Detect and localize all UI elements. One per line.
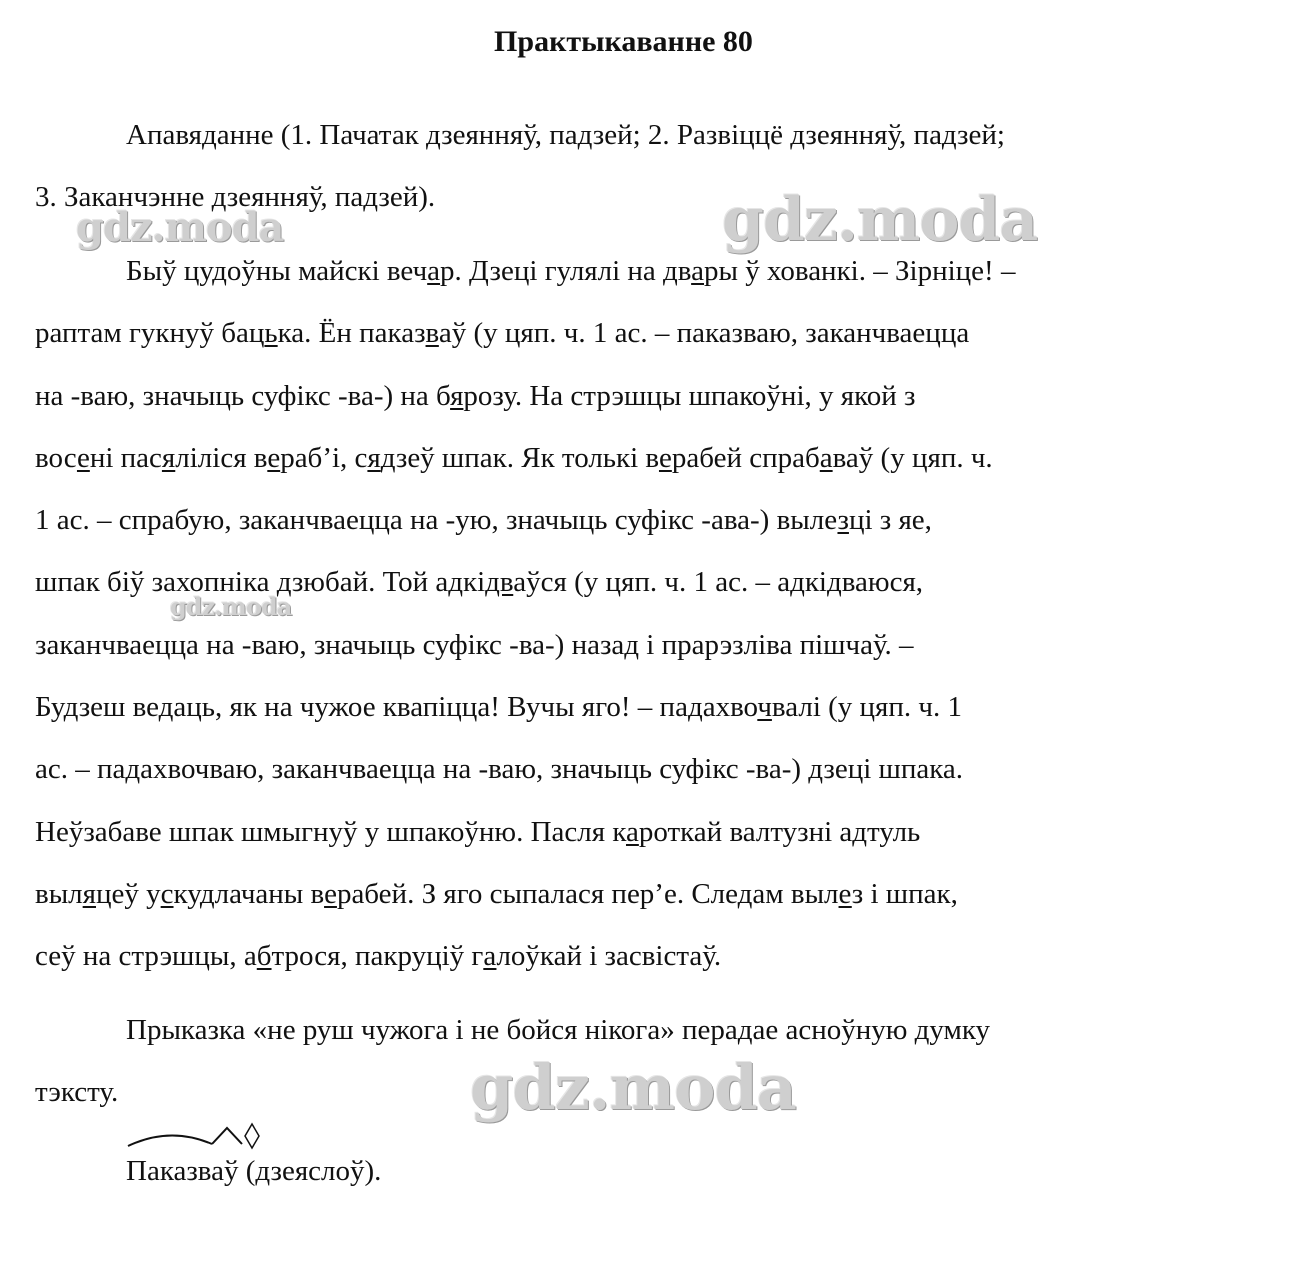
morpheme-marks-icon <box>126 1124 271 1150</box>
story-text <box>35 240 1215 988</box>
text-line: на -ваю, значыць суфікс -ва-) на бярозу. На стрэшцы шпакоўні, у якой з <box>35 379 916 412</box>
underlined-letter: а <box>819 441 833 474</box>
underlined-letter: ь <box>264 317 278 350</box>
underlined-letter: б <box>256 940 272 973</box>
underlined-letter: я <box>367 441 381 474</box>
parsed-word: Паказваў <box>126 1140 238 1202</box>
underlined-letter: я <box>161 441 176 474</box>
underlined-letter: е <box>324 877 337 910</box>
text-line: Паказваў (дзеяслоў). <box>126 1140 1297 1202</box>
underlined-letter: а <box>427 255 441 287</box>
underlined-letter: я <box>450 379 464 412</box>
underlined-letter: а <box>691 255 704 287</box>
text-line: раптам гукнуў бацька. Ён паказваў (у цяп. ч. 1 ас. – паказваю, заканчваецца <box>35 317 970 350</box>
text-line: тэксту. <box>35 1076 119 1109</box>
underlined-letter: с <box>160 877 174 910</box>
underlined-letter: дв <box>485 566 514 599</box>
text-line: Прыказка «не руш чужога і не бойся нікога» перадае асноўную думку <box>126 1014 991 1046</box>
underlined-letter: я <box>82 877 96 910</box>
underlined-letter: е <box>76 441 90 474</box>
text-line: заканчваецца на -ваю, значыць суфікс -ва-) назад і прарэзліва пішчаў. – <box>35 628 914 661</box>
proverb-paragraph <box>35 999 1215 1124</box>
underlined-letter: в <box>425 317 439 350</box>
morpheme-analysis <box>126 1140 1297 1202</box>
watermark: gdz.moda <box>170 592 292 621</box>
text-line: сеў на стрэшцы, абтрося, пакруціў галоўкай і засвістаў. <box>35 940 722 973</box>
underlined-letter: з <box>837 504 849 537</box>
underlined-letter: е <box>267 441 281 474</box>
text-line: шпак біў захопніка дзюбай. Той адкідваўся (у цяп. ч. 1 ас. – адкідваюся, <box>35 566 924 599</box>
text-line: восені пасяліліся вераб’і, сядзеў шпак. Як толькі верабей спрабаваў (у цяп. ч. <box>35 441 993 474</box>
watermark: gdz.moda <box>470 1051 796 1124</box>
text-line: выляцеў ускудлачаны верабей. З яго сыпалася пер’е. Следам вылез і шпак, <box>35 877 958 910</box>
text-line: Будзеш ведаць, як на чужое квапіцца! Вучы яго! – падахвочвалі (у цяп. ч. 1 <box>35 691 962 724</box>
text-line: 3. Заканчэнне дзеянняў, падзей). <box>35 181 436 214</box>
text-line: Неўзабаве шпак шмыгнуў у шпакоўню. Пасля кароткай валтузні адтуль <box>35 815 921 848</box>
text-line: Апавяданне (1. Пачатак дзеянняў, падзей; 2. Развіццё дзеянняў, падзей; <box>126 119 1005 151</box>
underlined-letter: а <box>483 940 497 973</box>
underlined-letter: е <box>838 877 852 910</box>
page-title: Практыкаванне 80 <box>494 25 753 58</box>
watermark: gdz.moda <box>722 185 1038 255</box>
underlined-letter: е <box>658 441 672 474</box>
underlined-letter: ч <box>757 691 772 724</box>
underlined-letter: а <box>625 815 639 848</box>
text-line: Быў цудоўны майскі вечар. Дзеці гулялі на двары ў хованкі. – Зірніце! – <box>126 255 1016 287</box>
watermark: gdz.moda <box>76 204 284 251</box>
text-line: ас. – падахвочваю, заканчваецца на -ваю, значыць суфікс -ва-) дзеці шпака. <box>35 753 964 786</box>
answer-structure <box>35 104 1215 229</box>
text-line: 1 ас. – спрабую, заканчваецца на -ую, значыць суфікс -ава-) вылезці з яе, <box>35 504 932 537</box>
